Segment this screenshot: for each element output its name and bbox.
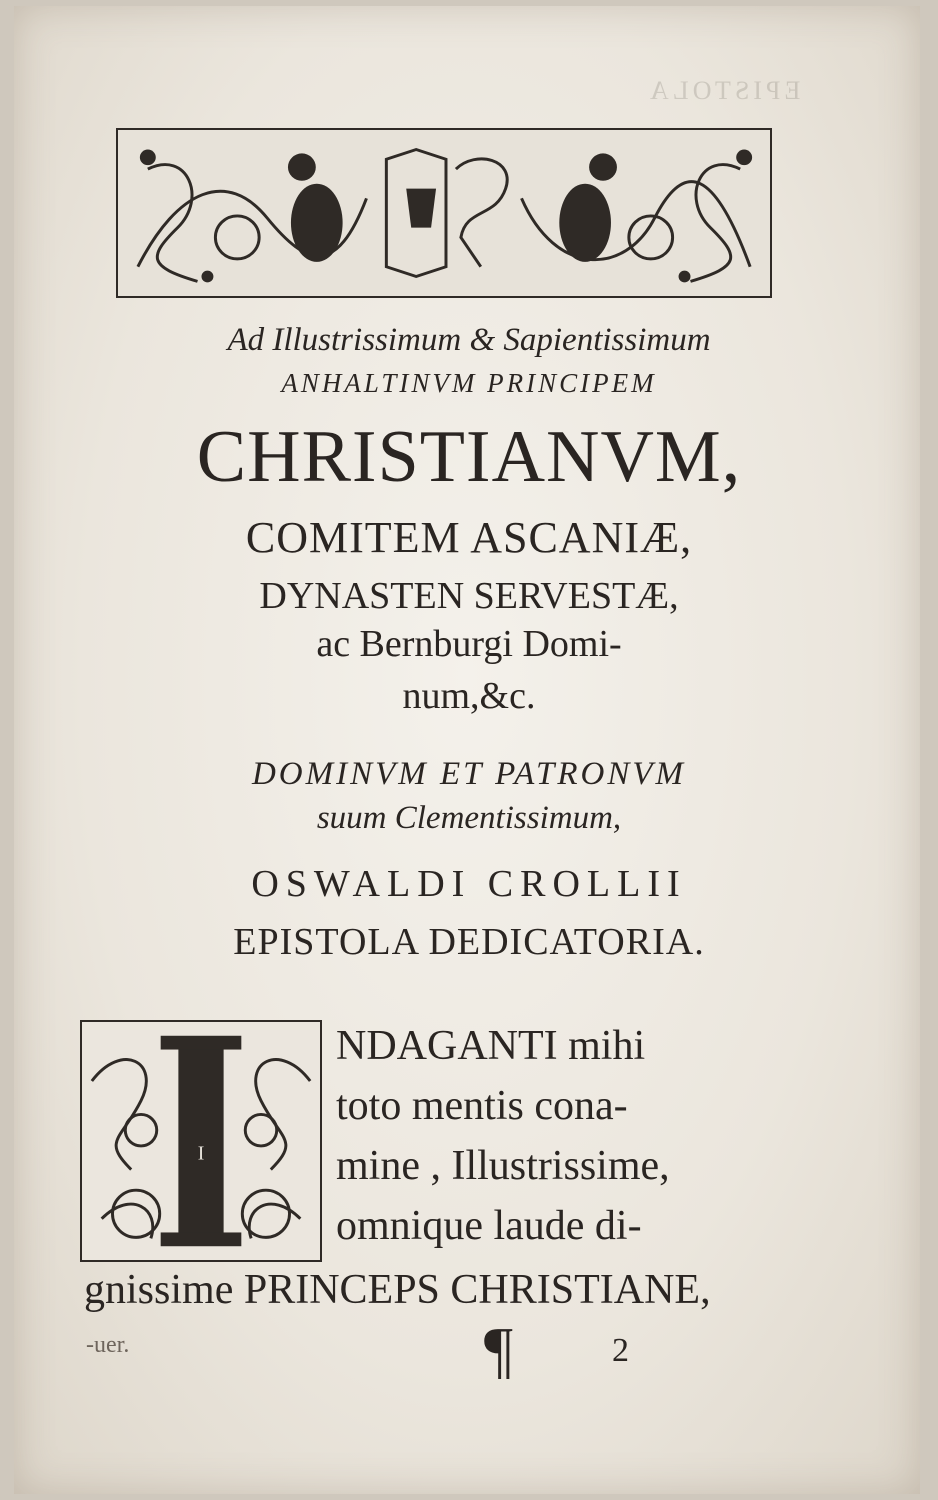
text-line-2: toto mentis cona- <box>336 1083 628 1129</box>
dedication-name-title: CHRISTIANVM, <box>196 416 742 498</box>
show-through-text: EPISTOLA <box>645 76 800 105</box>
dedication-line-5: DYNASTEN SERVESTÆ, <box>259 575 679 617</box>
text-line-1: NDAGANTI mihi <box>336 1023 646 1069</box>
woodcut-headpiece <box>116 128 772 298</box>
dedication-line-9: suum Clementissimum, <box>316 800 622 836</box>
text-line-3: mine , Illustrissime, <box>336 1143 670 1189</box>
text-line-4: omnique laude di- <box>336 1203 642 1249</box>
dedication-line-1: Ad Illustrissimum & Sapientissimum <box>227 322 711 358</box>
catchword: -uer. <box>86 1332 130 1358</box>
epistle-title: EPISTOLA DEDICATORIA. <box>233 921 705 963</box>
dedication-line-6: ac Bernburgi Domi- <box>316 623 622 665</box>
dedication-line-7: num,&c. <box>402 675 536 717</box>
dedication-line-2: ANHALTINVM PRINCIPEM <box>281 368 657 398</box>
text-line-5: gnissime PRINCEPS CHRISTIANE, <box>84 1267 711 1313</box>
signature-mark: ¶ <box>484 1314 513 1385</box>
dedication-line-4: COMITEM ASCANIÆ, <box>245 513 693 562</box>
initial-letter: I <box>197 1142 205 1165</box>
page-number: 2 <box>612 1332 629 1369</box>
decorated-initial <box>80 1020 322 1262</box>
dedication-line-8: DOMINVM ET PATRONVM <box>251 756 687 792</box>
author-name: OSWALDI CROLLII <box>251 863 687 905</box>
